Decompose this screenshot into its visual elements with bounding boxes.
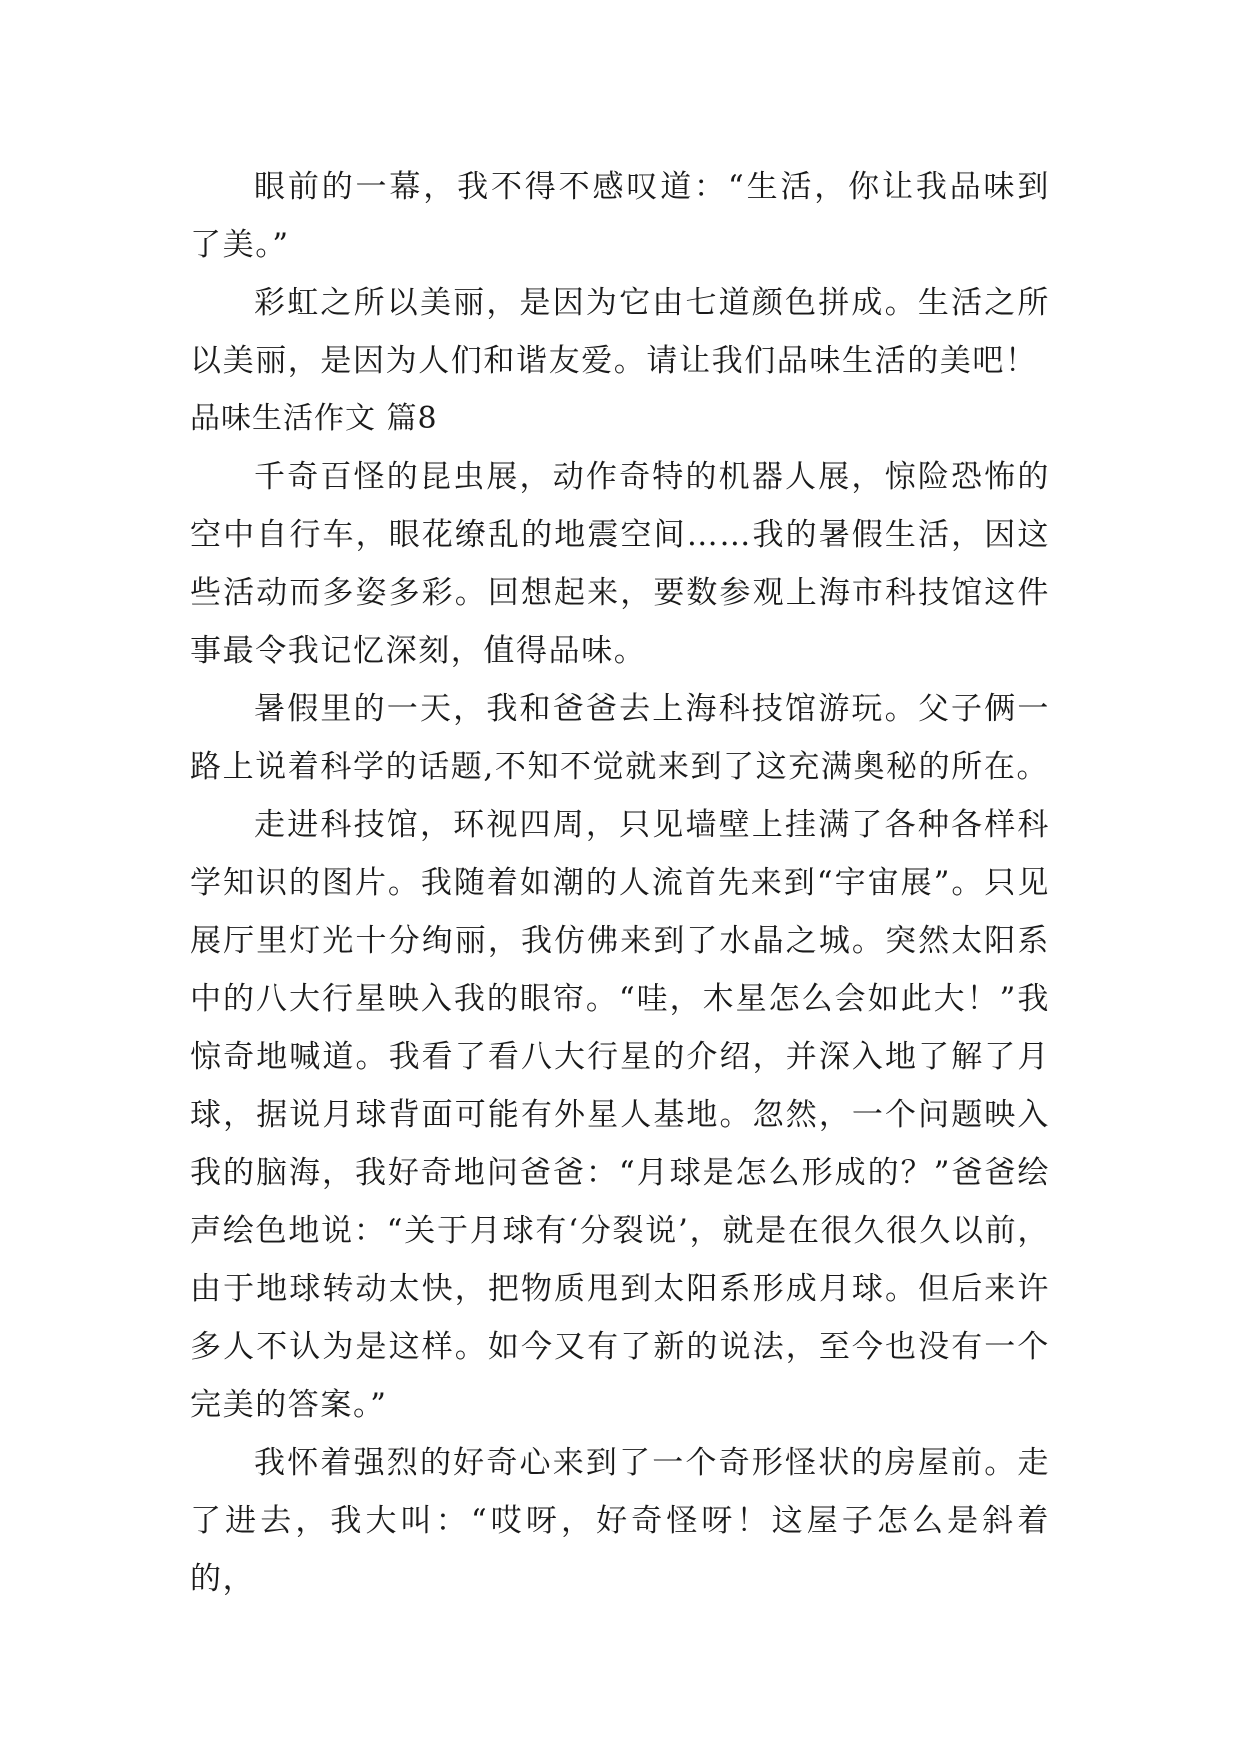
paragraph-universe-exhibit: 走进科技馆，环视四周，只见墙壁上挂满了各种各样科学知识的图片。我随着如潮的人流首先来到“宇宙展”。只见展厅里灯光十分绚丽，我仿佛来到了水晶之城。突然太阳系中的八大行星映入我的眼帘。“哇，木星怎么会如此大！”我惊奇地喊道。我看了看八大行星的介绍，并深入地了解了月球，据说月球背面可能有外星人基地。忽然，一个问题映入我的脑海，我好奇地问爸爸：“月球是怎么形成的？”爸爸绘声绘色地说：“关于月球有‘分裂说’，就是在很久很久以前，由于地球转动太快，把物质甩到太阳系形成月球。但后来许多人不认为是这样。如今又有了新的说法，至今也没有一个完美的答案。” — [190, 807, 1050, 1423]
paragraph-visit-museum: 暑假里的一天，我和爸爸去上海科技馆游玩。父子俩一路上说着科学的话题,不知不觉就来到了这充满奥秘的所在。 — [190, 691, 1050, 785]
section-heading: 品味生活作文 篇8 — [190, 401, 438, 436]
paragraph-life-beauty-exclaim: 眼前的一幕，我不得不感叹道：“生活，你让我品味到了美。” — [190, 169, 1050, 263]
paragraph-rainbow: 彩虹之所以美丽，是因为它由七道颜色拼成。生活之所以美丽，是因为人们和谐友爱。请让我们品味生活的美吧！ — [190, 285, 1050, 379]
paragraph-summer-activities: 千奇百怪的昆虫展，动作奇特的机器人展，惊险恐怖的空中自行车，眼花缭乱的地震空间……我的暑假生活，因这些活动而多姿多彩。回想起来，要数参观上海市科技馆这件事最令我记忆深刻，值得品味。 — [190, 459, 1050, 669]
paragraph-strange-house: 我怀着强烈的好奇心来到了一个奇形怪状的房屋前。走了进去，我大叫：“哎呀，好奇怪呀！这屋子怎么是斜着的， — [190, 1445, 1050, 1597]
document-body — [190, 158, 1050, 1608]
